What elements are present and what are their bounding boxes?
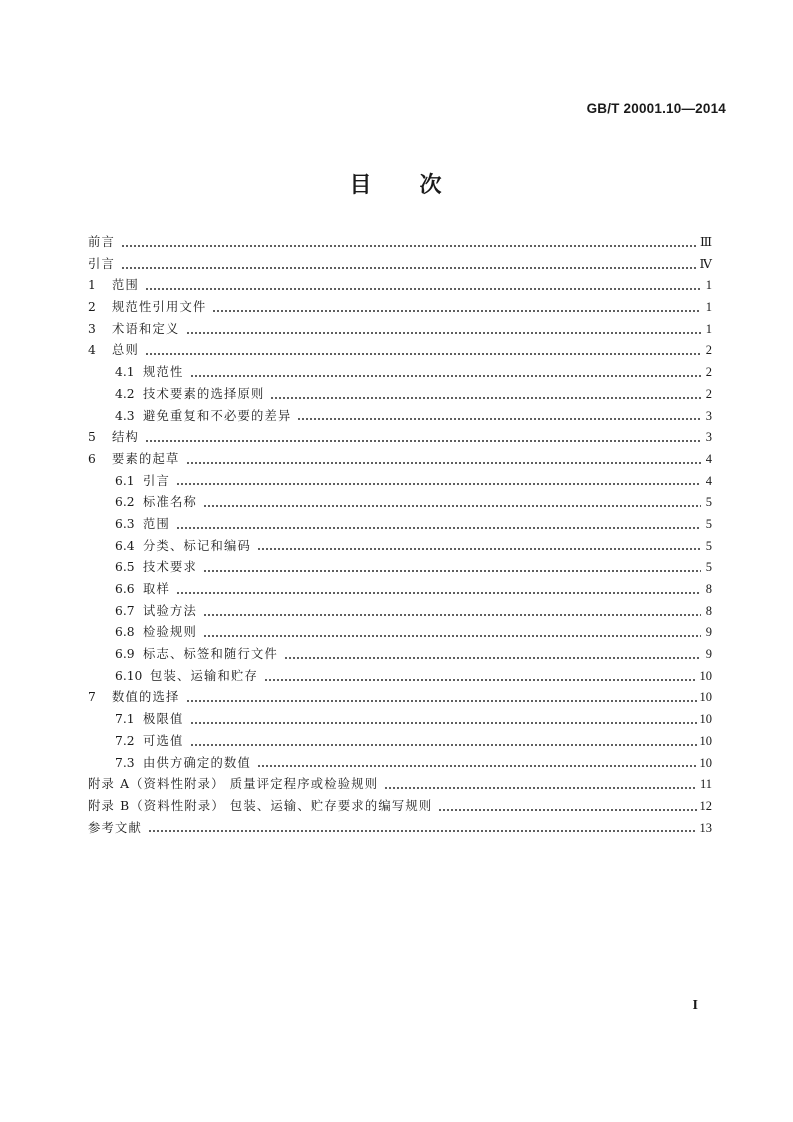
toc-entry-label: 检验规则 bbox=[143, 625, 197, 640]
toc-entry-page: Ⅲ bbox=[699, 235, 712, 249]
toc-entry[interactable] bbox=[88, 362, 712, 384]
toc-entry-number: 6.3 bbox=[115, 516, 135, 531]
toc-entry-number: 6.9 bbox=[115, 647, 135, 662]
toc-entry-page: 1 bbox=[705, 278, 712, 293]
dot-leader bbox=[176, 527, 701, 529]
toc-entry-label: 附录 B（资料性附录） 包装、运输、贮存要求的编写规则 bbox=[88, 798, 433, 813]
toc-entry-number: 1 bbox=[88, 278, 96, 293]
toc-entry-number: 7.3 bbox=[115, 755, 135, 770]
toc-entry[interactable] bbox=[88, 644, 712, 666]
toc-entry-label: 前言 bbox=[88, 235, 115, 249]
dot-leader bbox=[176, 483, 701, 485]
standard-code: GB/T 20001.10—2014 bbox=[586, 101, 726, 116]
dot-leader bbox=[203, 635, 701, 637]
toc-entry[interactable] bbox=[88, 536, 712, 558]
toc-entry-number: 6.2 bbox=[115, 495, 135, 510]
toc-title-char-1: 目 bbox=[349, 173, 374, 198]
toc-entry-label: 试验方法 bbox=[143, 603, 197, 618]
toc-entry-page: 5 bbox=[705, 516, 712, 531]
toc-entry[interactable] bbox=[88, 275, 712, 297]
dot-leader bbox=[186, 332, 702, 334]
dot-leader bbox=[148, 830, 697, 832]
toc-entry-page: 10 bbox=[699, 712, 712, 727]
toc-entry-page: 11 bbox=[699, 777, 712, 792]
dot-leader bbox=[284, 657, 701, 659]
toc-entry-number: 4 bbox=[88, 343, 96, 358]
toc-entry-number: 6.5 bbox=[115, 560, 135, 575]
toc-entry-number: 6.1 bbox=[115, 473, 135, 488]
toc-entry-page: 2 bbox=[705, 386, 712, 401]
toc-entry-number: 6.7 bbox=[115, 603, 135, 618]
dot-leader bbox=[186, 462, 702, 464]
toc-entry-label: 技术要求 bbox=[143, 560, 197, 575]
dot-leader bbox=[203, 505, 701, 507]
toc-entry-number: 7 bbox=[88, 690, 96, 705]
dot-leader bbox=[186, 700, 697, 702]
toc-entry[interactable] bbox=[88, 753, 712, 775]
toc-entry-page: 10 bbox=[699, 733, 712, 748]
toc-entry[interactable] bbox=[88, 687, 712, 709]
dot-leader bbox=[145, 353, 701, 355]
toc-entry-number: 7.1 bbox=[115, 712, 135, 727]
dot-leader bbox=[176, 592, 701, 594]
dot-leader bbox=[297, 418, 701, 420]
toc-title bbox=[0, 168, 793, 199]
toc-entry-label: 参考文献 bbox=[88, 820, 142, 835]
toc-entry-label: 引言 bbox=[88, 256, 115, 271]
toc-entry-label: 技术要素的选择原则 bbox=[143, 386, 265, 401]
toc-entry-label: 分类、标记和编码 bbox=[143, 538, 251, 553]
toc-entry[interactable] bbox=[88, 622, 712, 644]
toc-entry-label: 要素的起草 bbox=[112, 451, 180, 466]
toc-entry[interactable] bbox=[88, 579, 712, 601]
dot-leader bbox=[270, 397, 701, 399]
toc-entry[interactable] bbox=[88, 666, 712, 688]
toc-entry-page: 9 bbox=[705, 625, 712, 640]
toc-entry-number: 6 bbox=[88, 451, 96, 466]
toc-entry-number: 4.1 bbox=[115, 365, 135, 380]
toc-entry[interactable] bbox=[88, 449, 712, 471]
toc-entry[interactable] bbox=[88, 384, 712, 406]
toc-entry[interactable] bbox=[88, 492, 712, 514]
toc-entry[interactable] bbox=[88, 557, 712, 579]
dot-leader bbox=[257, 765, 697, 767]
toc-entry[interactable] bbox=[88, 818, 712, 840]
toc-entry[interactable] bbox=[88, 796, 712, 818]
toc-entry[interactable] bbox=[88, 254, 712, 276]
toc-entry-page: 2 bbox=[705, 365, 712, 380]
dot-leader bbox=[145, 288, 701, 290]
toc-entry-label: 包装、运输和贮存 bbox=[150, 668, 258, 683]
toc-entry[interactable] bbox=[88, 709, 712, 731]
toc-entry-label: 范围 bbox=[112, 278, 139, 293]
toc-entry-label: 附录 A（资料性附录） 质量评定程序或检验规则 bbox=[88, 777, 379, 792]
toc-entry-page: 5 bbox=[705, 560, 712, 575]
toc-entry-number: 6.8 bbox=[115, 625, 135, 640]
dot-leader bbox=[257, 548, 701, 550]
toc-entry-label: 避免重复和不必要的差异 bbox=[143, 408, 292, 423]
toc-entry-page: 5 bbox=[705, 538, 712, 553]
toc-entry[interactable] bbox=[88, 319, 712, 341]
dot-leader bbox=[264, 679, 697, 681]
toc-entry-page: 9 bbox=[705, 647, 712, 662]
toc-entry-page: 13 bbox=[699, 820, 712, 835]
toc-entry-label: 数值的选择 bbox=[112, 690, 180, 705]
dot-leader bbox=[190, 722, 697, 724]
toc-entry-number: 4.2 bbox=[115, 386, 135, 401]
toc-entry[interactable] bbox=[88, 471, 712, 493]
dot-leader bbox=[121, 245, 697, 247]
footer-page-number: I bbox=[692, 998, 698, 1013]
toc-entry[interactable] bbox=[88, 427, 712, 449]
toc-entry-label: 范围 bbox=[143, 516, 170, 531]
toc-entry-page: 8 bbox=[705, 582, 712, 596]
toc-entry-label: 可选值 bbox=[143, 733, 184, 748]
toc-entry-page: 1 bbox=[705, 321, 712, 336]
toc-entry-label: 极限值 bbox=[143, 712, 184, 727]
dot-leader bbox=[438, 809, 696, 811]
toc-entry-number: 6.4 bbox=[115, 538, 135, 553]
toc-entry-label: 术语和定义 bbox=[112, 321, 180, 336]
toc-entry-label: 引言 bbox=[143, 473, 170, 488]
toc-entry-page: Ⅳ bbox=[699, 256, 712, 271]
toc-entry-label: 标志、标签和随行文件 bbox=[143, 647, 278, 662]
toc-entry-page: 10 bbox=[699, 755, 712, 770]
toc-entry-page: 8 bbox=[705, 603, 712, 618]
toc-entry[interactable] bbox=[88, 340, 712, 362]
dot-leader bbox=[203, 570, 701, 572]
toc-entry-number: 5 bbox=[88, 430, 96, 445]
toc-entry-label: 取样 bbox=[143, 582, 170, 596]
dot-leader bbox=[212, 310, 701, 312]
table-of-contents bbox=[88, 232, 712, 839]
toc-entry[interactable] bbox=[88, 514, 712, 536]
toc-entry[interactable] bbox=[88, 601, 712, 623]
dot-leader bbox=[121, 267, 697, 269]
toc-entry-page: 5 bbox=[705, 495, 712, 510]
toc-entry-page: 1 bbox=[705, 300, 712, 315]
toc-entry-number: 4.3 bbox=[115, 408, 135, 423]
dot-leader bbox=[203, 614, 701, 616]
toc-entry[interactable] bbox=[88, 774, 712, 796]
toc-entry-page: 12 bbox=[699, 798, 712, 813]
toc-entry-page: 4 bbox=[705, 451, 712, 466]
toc-title-char-2: 次 bbox=[419, 173, 444, 198]
dot-leader bbox=[190, 744, 697, 746]
toc-entry-number: 3 bbox=[88, 321, 96, 336]
toc-entry-number: 6.10 bbox=[115, 668, 143, 683]
toc-entry-label: 由供方确定的数值 bbox=[143, 755, 251, 770]
toc-entry-label: 规范性 bbox=[143, 365, 184, 380]
dot-leader bbox=[384, 787, 697, 789]
toc-entry-label: 结构 bbox=[112, 430, 139, 445]
toc-entry-page: 4 bbox=[705, 473, 712, 488]
toc-entry[interactable] bbox=[88, 232, 712, 254]
toc-entry-page: 3 bbox=[705, 430, 712, 445]
toc-entry-page: 2 bbox=[705, 343, 712, 358]
toc-entry-page: 10 bbox=[699, 668, 712, 683]
toc-entry[interactable] bbox=[88, 731, 712, 753]
toc-entry-label: 标准名称 bbox=[143, 495, 197, 510]
toc-entry-number: 7.2 bbox=[115, 733, 135, 748]
toc-entry-number: 2 bbox=[88, 300, 96, 315]
toc-entry[interactable] bbox=[88, 406, 712, 428]
toc-entry-label: 总则 bbox=[112, 343, 139, 358]
dot-leader bbox=[190, 375, 702, 377]
toc-entry-label: 规范性引用文件 bbox=[112, 300, 207, 315]
toc-entry[interactable] bbox=[88, 297, 712, 319]
toc-entry-page: 3 bbox=[705, 408, 712, 423]
dot-leader bbox=[145, 440, 701, 442]
toc-entry-number: 6.6 bbox=[115, 582, 135, 596]
toc-entry-page: 10 bbox=[699, 690, 712, 705]
